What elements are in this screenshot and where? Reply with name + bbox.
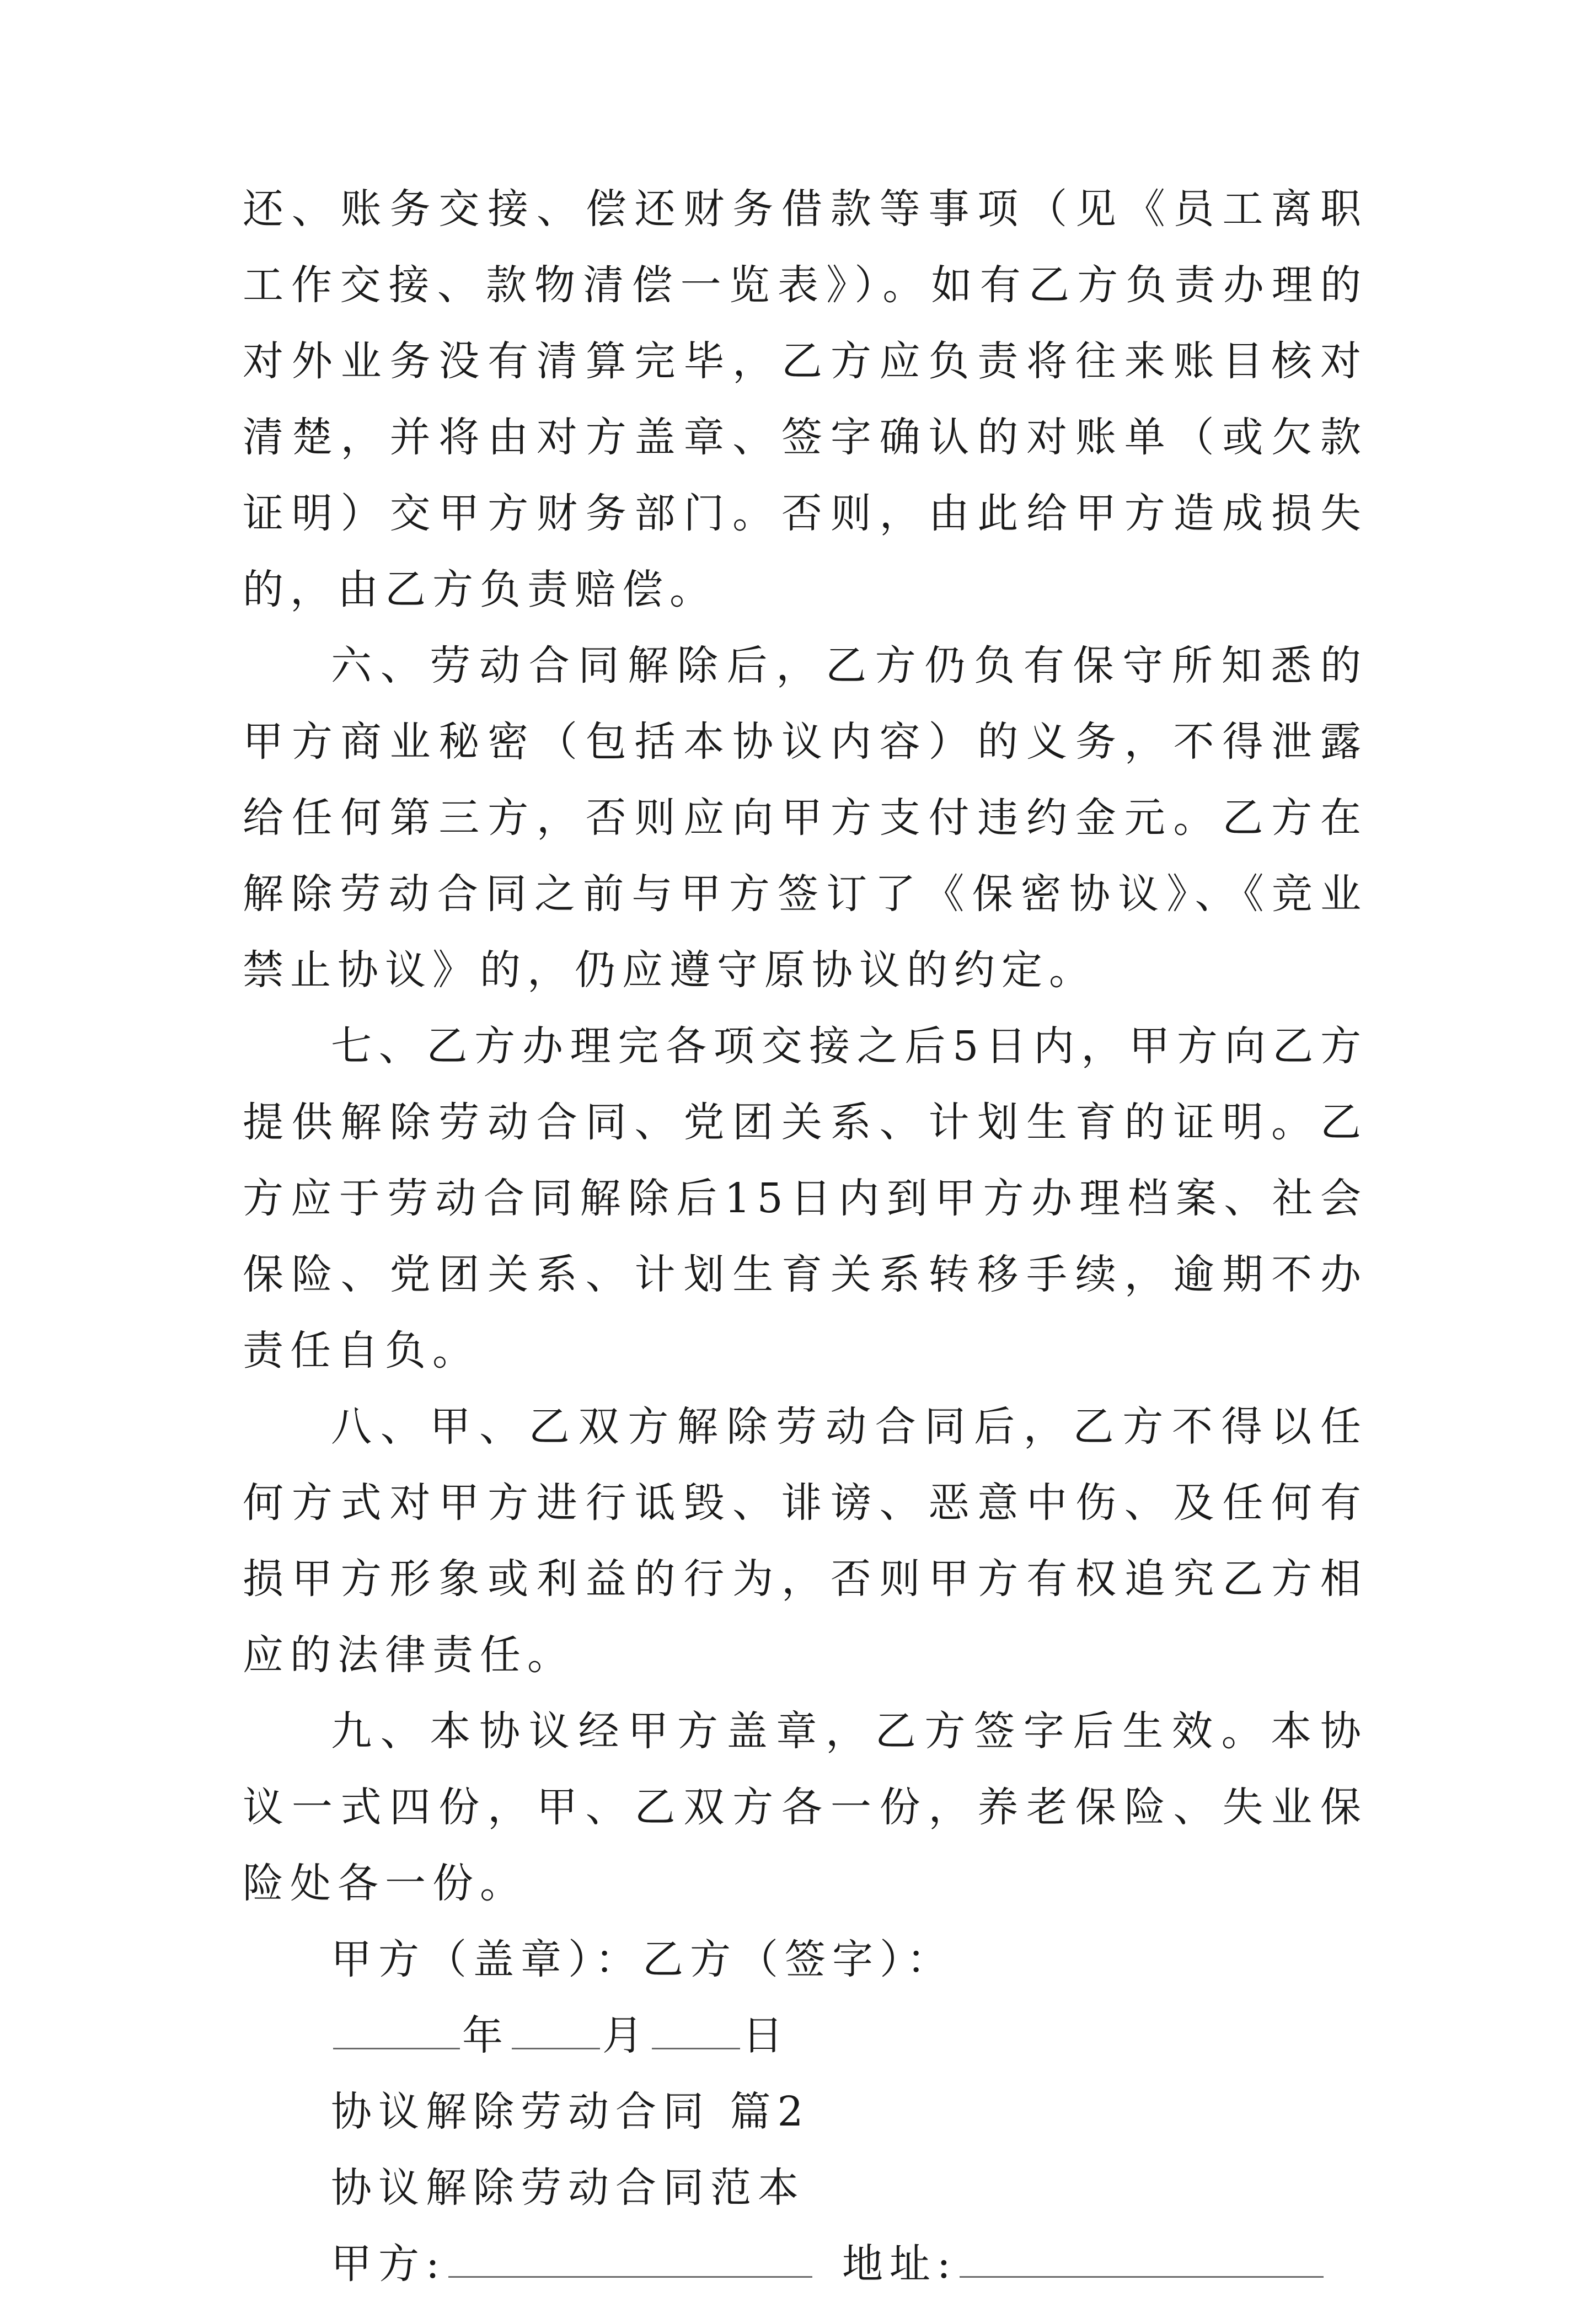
- year-blank: [333, 2015, 460, 2049]
- section-heading: 协议解除劳动合同 篇2: [331, 2088, 810, 2135]
- party-address-line: [243, 2226, 1368, 2302]
- party-blank: [448, 2243, 812, 2278]
- template-title: 协议解除劳动合同范本: [331, 2164, 805, 2212]
- address-blank: [960, 2243, 1324, 2278]
- day-blank: [652, 2015, 740, 2049]
- paragraph-clause-8: 八、甲、乙双方解除劳动合同后，乙方不得以任何方式对甲方进行诋毁、诽谤、恶意中伤、及任何有损甲方形象或利益的行为，否则甲方有权追究乙方相应的法律责任。: [243, 1403, 1368, 1679]
- paragraph-clause-6: 六、劳动合同解除后，乙方仍负有保守所知悉的甲方商业秘密（包括本协议内容）的义务，不得泄露给任何第三方，否则应向甲方支付违约金元。乙方在解除劳动合同之前与甲方签订了《保密协议》、《竞业禁止协议》的，仍应遵守原协议的约定。: [243, 642, 1368, 994]
- paragraph-clause-7: 七、乙方办理完各项交接之后5日内，甲方向乙方提供解除劳动合同、党团关系、计划生育的证明。乙方应于劳动合同解除后15日内到甲方办理档案、社会保险、党团关系、计划生育关系转移手续，逾期不办责任自负。: [243, 1022, 1368, 1374]
- paragraph-continuation: 还、账务交接、偿还财务借款等事项（见《员工离职工作交接、款物清偿一览表》）。如有乙方负责办理的对外业务没有清算完毕，乙方应负责将往来账目核对清楚，并将由对方盖章、签字确认的对账单（或欠款证明）交甲方财务部门。否则，由此给甲方造成损失的，由乙方负责赔偿。: [243, 185, 1368, 613]
- document-body: [243, 171, 1368, 2302]
- signature-line: 甲方（盖章）：乙方（签字）：: [331, 1936, 954, 1983]
- day-label: 日: [742, 2012, 790, 2059]
- party-label: 甲方:: [331, 2240, 446, 2288]
- month-blank: [512, 2015, 600, 2049]
- year-label: 年: [462, 2012, 510, 2059]
- address-label: 地址:: [842, 2240, 957, 2288]
- date-line: [243, 1998, 1368, 2074]
- paragraph-clause-9: 九、本协议经甲方盖章，乙方签字后生效。本协议一式四份，甲、乙双方各一份，养老保险、失业保险处各一份。: [243, 1707, 1368, 1907]
- month-label: 月: [602, 2012, 650, 2059]
